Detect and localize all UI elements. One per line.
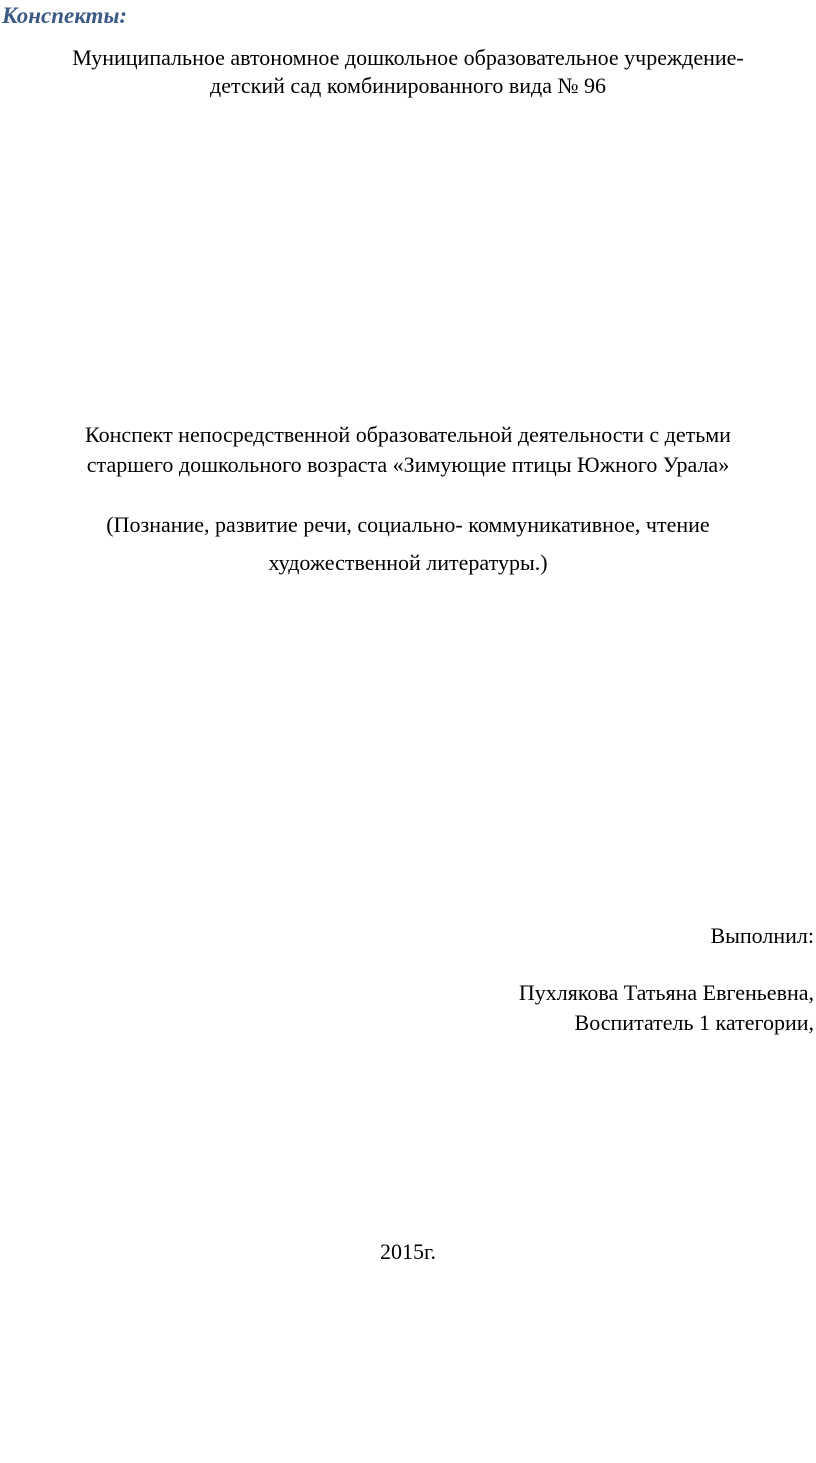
author-name: Пухлякова Татьяна Евгеньевна, [518, 980, 814, 1005]
section-heading: Конспекты: [2, 3, 128, 28]
performed-by-label: Выполнил: [710, 923, 814, 948]
title-line-2: старшего дошкольного возраста «Зимующие птицы Южного Урала» [86, 452, 730, 477]
subjects-line-1: (Познание, развитие речи, социально- коммуникативное, чтение [106, 512, 710, 537]
author-info [519, 978, 814, 1038]
institution-name [0, 44, 816, 100]
document-year: 2015г. [379, 1239, 437, 1264]
author-position: Воспитатель 1 категории, [574, 1010, 814, 1035]
subjects-line-2: художественной литературы.) [268, 550, 548, 575]
subject-areas [0, 506, 816, 582]
title-line-1: Конспект непосредственной образовательной деятельности с детьми [85, 422, 731, 447]
institution-line-2: детский сад комбинированного вида № 96 [210, 73, 606, 98]
institution-line-1: Муниципальное автономное дошкольное образовательное учреждение- [72, 45, 744, 70]
document-title [0, 420, 816, 480]
